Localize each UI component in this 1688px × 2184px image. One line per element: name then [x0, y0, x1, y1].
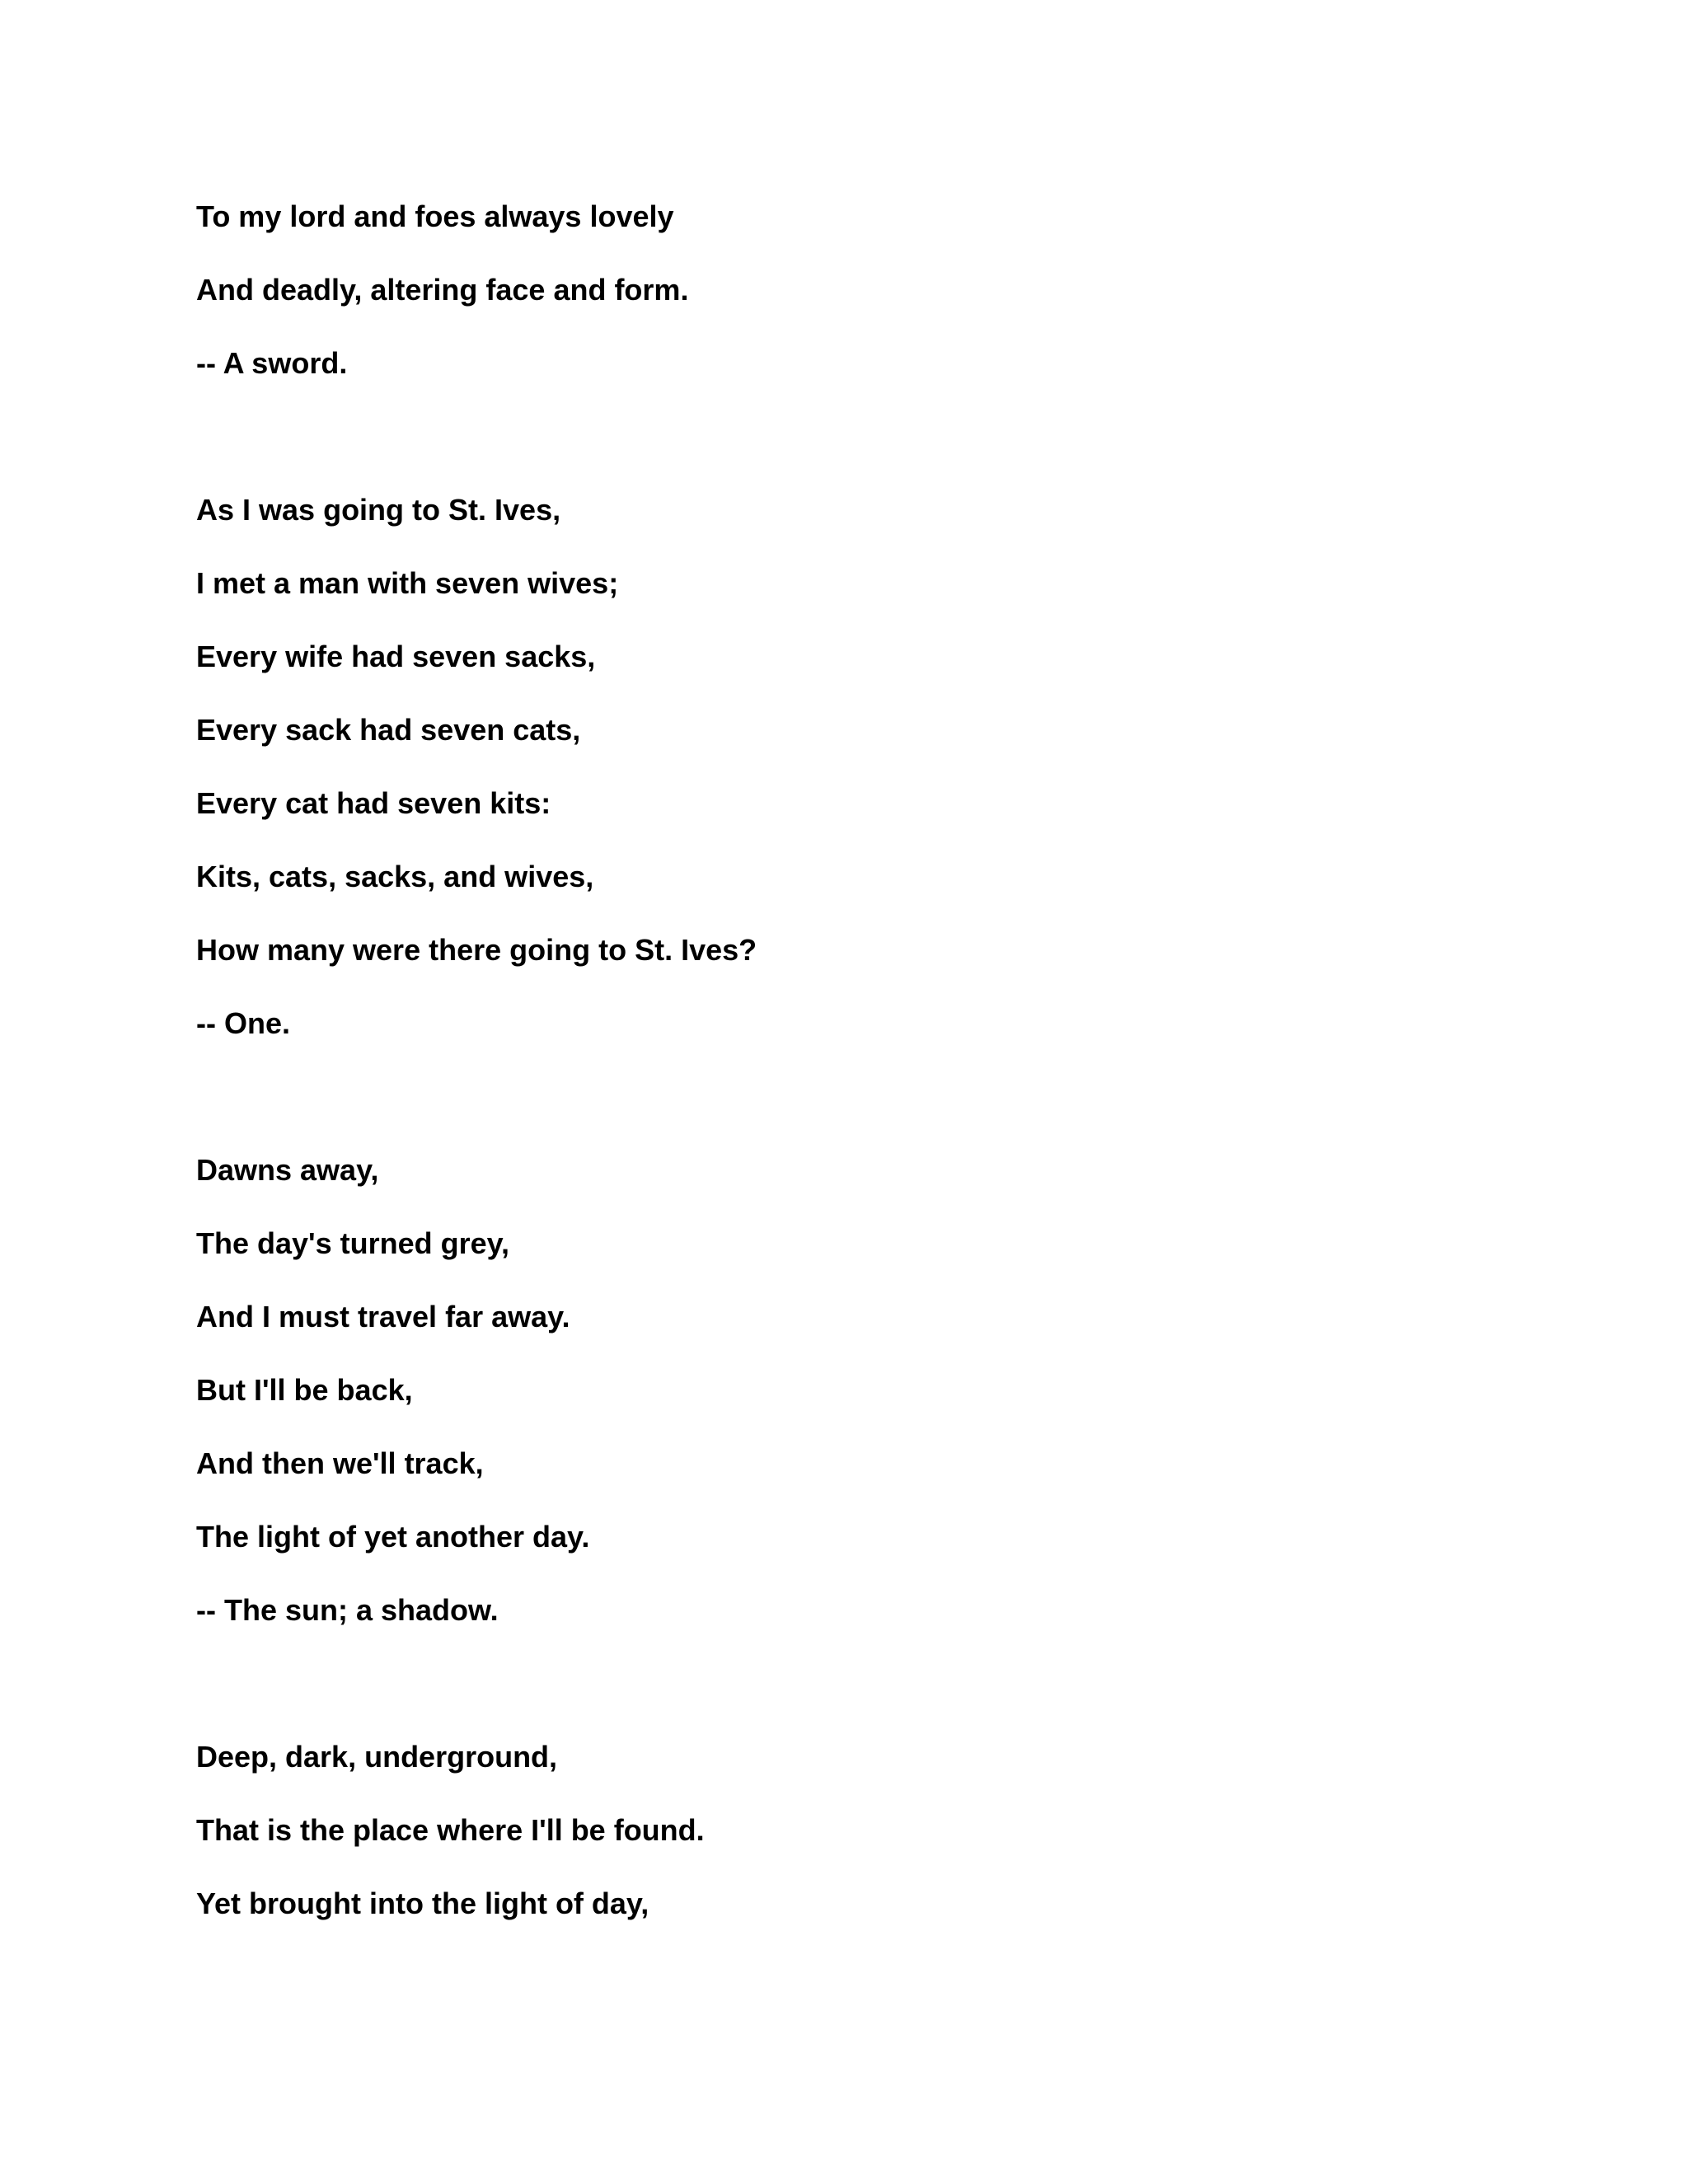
- riddle-3-answer: -- The sun; a shadow.: [196, 1593, 499, 1627]
- riddle-3-line-6: The light of yet another day.: [196, 1520, 590, 1554]
- riddle-2-answer: -- One.: [196, 1006, 290, 1040]
- riddle-3-line-2: The day's turned grey,: [196, 1226, 509, 1260]
- riddle-2-line-5: Every cat had seven kits:: [196, 786, 551, 820]
- riddle-4-line-1: Deep, dark, underground,: [196, 1740, 558, 1774]
- riddle-2-line-3: Every wife had seven sacks,: [196, 640, 596, 673]
- riddle-3-line-1: Dawns away,: [196, 1153, 379, 1187]
- riddle-1-line-2: And deadly, altering face and form.: [196, 273, 689, 307]
- riddle-1-line-1: To my lord and foes always lovely: [196, 199, 674, 233]
- riddle-2-line-6: Kits, cats, sacks, and wives,: [196, 860, 594, 893]
- riddle-4-line-3: Yet brought into the light of day,: [196, 1886, 649, 1920]
- riddle-2-line-4: Every sack had seven cats,: [196, 713, 581, 747]
- riddle-2-line-7: How many were there going to St. Ives?: [196, 933, 757, 967]
- riddle-3-line-3: And I must travel far away.: [196, 1300, 570, 1333]
- riddle-3-line-5: And then we'll track,: [196, 1446, 484, 1480]
- riddle-4-line-2: That is the place where I'll be found.: [196, 1813, 705, 1847]
- riddle-2-line-1: As I was going to St. Ives,: [196, 493, 561, 527]
- riddle-3-line-4: But I'll be back,: [196, 1373, 413, 1407]
- riddle-1-answer: -- A sword.: [196, 346, 348, 380]
- riddle-2-line-2: I met a man with seven wives;: [196, 566, 619, 600]
